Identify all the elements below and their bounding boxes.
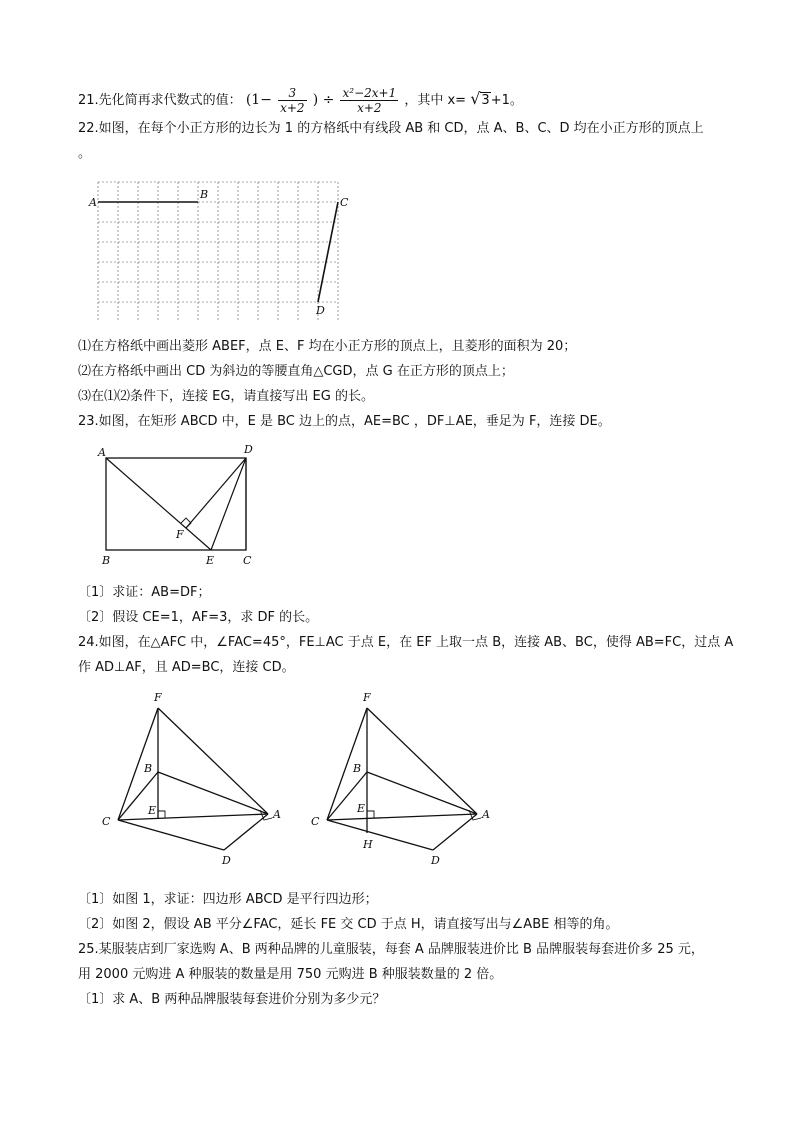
q23-rectangle-figure [96,442,276,572]
label-f: F [154,691,162,704]
q22-line-1: 22.如图，在每个小正方形的边长为 1 的方格纸中有线段 AB 和 CD，点 A、B、C、D 均在小正方形的顶点上 [78,121,704,136]
label-b: B [353,762,362,775]
grid-lines [98,182,338,322]
right-angle-mark [158,811,165,818]
q24-figure-1 [96,688,296,873]
segment-ae [106,458,211,550]
segment-fa [158,708,268,814]
label-h: H [363,838,373,851]
q25-line-1: 25.某服装店到厂家选购 A、B 两种品牌的儿童服装，每套 A 品牌服装进价比 B 品牌服装每套进价多 25 元， [78,942,704,957]
label-b: B [144,762,153,775]
label-e: E [148,804,157,817]
right-angle-mark [367,811,374,818]
q22-line-2: 。 [78,146,92,161]
label-f: F [363,691,371,704]
q21-sqrt-value: 3 [481,93,490,108]
label-b: B [200,188,209,201]
q21-open: (1− [245,92,272,108]
q21-fraction-2 [340,86,398,115]
q23-sub-1: 〔1〕求证：AB=DF； [78,585,211,600]
segment-ad [224,814,268,850]
label-a: A [89,196,97,209]
segment-cd [318,202,338,302]
segment-ba [367,772,477,814]
q24-sub-2: 〔2〕如图 2，假设 AB 平分∠FAC，延长 FE 交 CD 于点 H，请直接写出与∠ABE 相等的角。 [78,917,619,932]
q23-line-1: 23.如图，在矩形 ABCD 中，E 是 BC 边上的点，AE=BC ，DF⊥AE，垂足为 F，连接 DE。 [78,414,611,429]
segment-fa [367,708,477,814]
label-c: C [243,554,252,567]
label-d: D [316,304,325,317]
label-d: D [244,443,253,456]
label-a: A [482,808,490,821]
segment-de [211,458,246,550]
label-e: E [357,802,366,815]
segment-ba [158,772,268,814]
q21-divide: ) ÷ [312,92,335,108]
q22-sub-3: ⑶在⑴⑵条件下，连接 EG，请直接写出 EG 的长。 [78,389,374,404]
label-c: C [311,815,320,828]
q23-sub-2: 〔2〕假设 CE=1，AF=3，求 DF 的长。 [78,610,319,625]
sqrt-icon: √ [470,89,481,108]
q21-fraction-1 [278,86,306,115]
q21-frac2-denominator: x+2 [357,101,382,115]
q24-figure-2 [305,688,505,873]
label-f: F [176,528,184,541]
q21-frac1-numerator: 3 [278,86,306,101]
segment-df [186,458,246,528]
q21-frac1-denominator: x+2 [280,101,305,115]
label-a: A [273,808,281,821]
q22-sub-2: ⑵在方格纸中画出 CD 为斜边的等腰直角△CGD，点 G 在正方形的顶点上； [78,364,514,379]
q25-line-2: 用 2000 元购进 A 种服装的数量是用 750 元购进 B 种服装数量的 2 倍。 [78,967,503,982]
q21-where: ，其中 x= [404,93,467,108]
segment-ad [433,814,477,850]
segment-cd [118,820,224,850]
label-d: D [222,854,231,867]
segment-ca [327,814,477,820]
q21-prefix: 21.先化简再求代数式的值： [78,93,242,108]
q21-tail: +1。 [490,93,523,108]
label-e: E [206,554,215,567]
q24-sub-1: 〔1〕如图 1，求证：四边形 ABCD 是平行四边形； [78,892,378,907]
label-b: B [102,554,111,567]
label-a: A [98,446,106,459]
q25-sub-1: 〔1〕求 A、B 两种品牌服装每套进价分别为多少元？ [78,992,386,1007]
question-21 [78,86,523,115]
q21-frac2-numerator: x²−2x+1 [342,86,397,100]
q22-sub-1: ⑴在方格纸中画出菱形 ABEF，点 E、F 均在小正方形的顶点上，且菱形的面积为 20； [78,339,577,354]
label-c: C [340,196,349,209]
label-c: C [102,815,111,828]
label-d: D [431,854,440,867]
q24-line-1: 24.如图，在△AFC 中，∠FAC=45°，FE⊥AC 于点 E，在 EF 上取一点 B，连接 AB、BC，使得 AB=FC，过点 A [78,635,734,650]
q22-grid-figure [88,180,348,320]
segment-cd [327,820,433,850]
q24-line-2: 作 AD⊥AF，且 AD=BC，连接 CD。 [78,660,295,675]
segment-ca [118,814,268,820]
